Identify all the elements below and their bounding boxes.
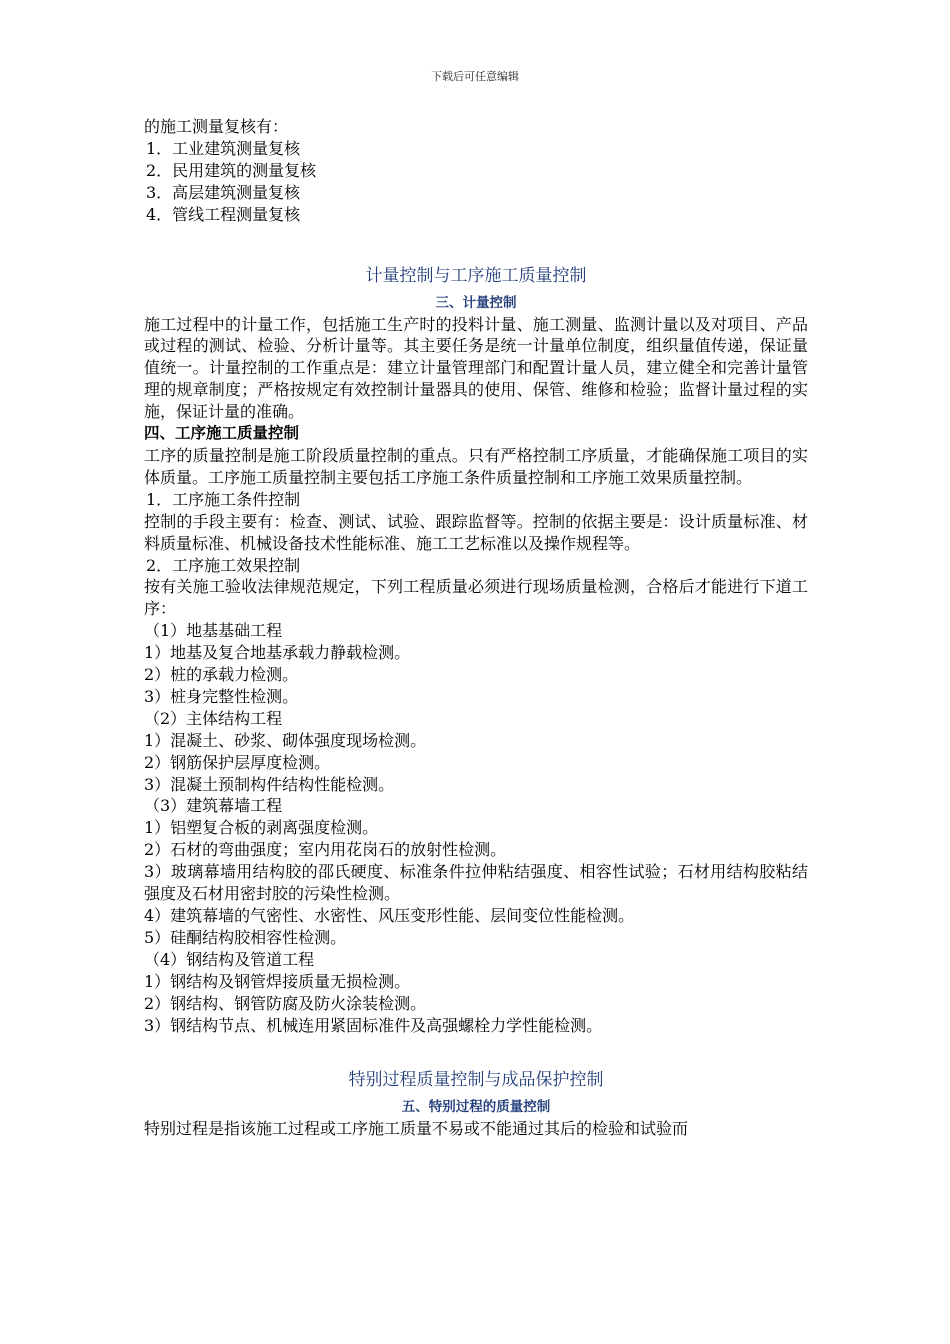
list-item: 3）桩身完整性检测。	[144, 686, 299, 706]
section-subtitle: 三、计量控制	[435, 294, 517, 311]
group-foundation	[144, 620, 808, 708]
item-heading: 1．工序施工条件控制	[146, 489, 301, 509]
list-item: 1）地基及复合地基承载力静载检测。	[144, 643, 411, 663]
list-item: 1）混凝土、砂浆、砌体强度现场检测。	[144, 730, 427, 750]
group-title: （1）地基基础工程	[144, 621, 283, 641]
paragraph: 施工过程中的计量工作，包括施工生产时的投料计量、施工测量、监测计量以及对项目、产品或过程的测试、检验、分析计量等。其主要任务是统一计量单位制度，组织量值传递，保证量值统一。计量控制的工作重点是：建立计量管理部门和配置计量人员，建立健全和完善计量管理的规章制度；严格按规定有效控制计量器具的使用、保管、维修和检验；监督计量过程的实施，保证计量的准确。	[144, 314, 808, 422]
paragraph: 工序的质量控制是施工阶段质量控制的重点。只有严格控制工序质量，才能确保施工项目的实体质量。工序施工质量控制主要包括工序施工条件质量控制和工序施工效果质量控制。	[144, 445, 808, 487]
list-item: 5）硅酮结构胶相容性检测。	[144, 927, 347, 947]
section-title: 特别过程质量控制与成品保护控制	[348, 1070, 604, 1091]
group-main-structure	[144, 708, 808, 796]
list-item: 1．工业建筑测量复核	[146, 138, 301, 158]
list-item: 2）石材的弯曲强度；室内用花岗石的放射性检测。	[144, 840, 507, 860]
list-item: 2）桩的承载力检测。	[144, 665, 299, 685]
list-item: 4）建筑幕墙的气密性、水密性、风压变形性能、层间变位性能检测。	[144, 906, 635, 925]
list-item: 2．民用建筑的测量复核	[146, 160, 317, 180]
page-header: 下载后可任意编辑	[431, 70, 519, 83]
section-heading: 四、工序施工质量控制	[144, 424, 300, 443]
paragraph: 控制的手段主要有：检查、测试、试验、跟踪监督等。控制的依据主要是：设计质量标准、材料质量标准、机械设备技术性能标准、施工工艺标准以及操作规程等。	[144, 511, 808, 553]
list-item: 2）钢结构、钢管防腐及防火涂装检测。	[144, 993, 427, 1013]
list-item: 3）玻璃幕墙用结构胶的邵氏硬度、标准条件拉伸粘结强度、相容性试验；石材用结构胶粘结强度及石材用密封胶的污染性检测。	[144, 862, 808, 904]
paragraph: 按有关施工验收法律规范规定，下列工程质量必须进行现场质量检测，合格后才能进行下道工序：	[144, 577, 808, 619]
list-item: 3）混凝土预制构件结构性能检测。	[144, 774, 395, 794]
group-title: （2）主体结构工程	[144, 708, 283, 728]
group-curtain-wall	[144, 795, 808, 948]
paragraph: 特别过程是指该施工过程或工序施工质量不易或不能通过其后的检验和试验而	[144, 1119, 689, 1139]
intro-tail: 的施工测量复核有：	[144, 117, 289, 136]
list-item: 1）铝塑复合板的剥离强度检测。	[144, 818, 379, 838]
section-subtitle: 五、特别过程的质量控制	[401, 1099, 551, 1116]
document-body	[144, 116, 808, 1140]
group-steel-structure	[144, 949, 808, 1037]
list-item: 4．管线工程测量复核	[146, 204, 301, 224]
section-title: 计量控制与工序施工质量控制	[365, 265, 587, 286]
item-heading: 2．工序施工效果控制	[146, 555, 301, 575]
list-item: 2）钢筋保护层厚度检测。	[144, 752, 331, 772]
group-title: （4）钢结构及管道工程	[144, 949, 315, 969]
group-title: （3）建筑幕墙工程	[144, 796, 283, 816]
survey-list	[144, 138, 808, 226]
list-item: 3．高层建筑测量复核	[146, 182, 301, 202]
list-item: 1）钢结构及钢管焊接质量无损检测。	[144, 971, 411, 991]
list-item: 3）钢结构节点、机械连用紧固标准件及高强螺栓力学性能检测。	[144, 1015, 603, 1035]
